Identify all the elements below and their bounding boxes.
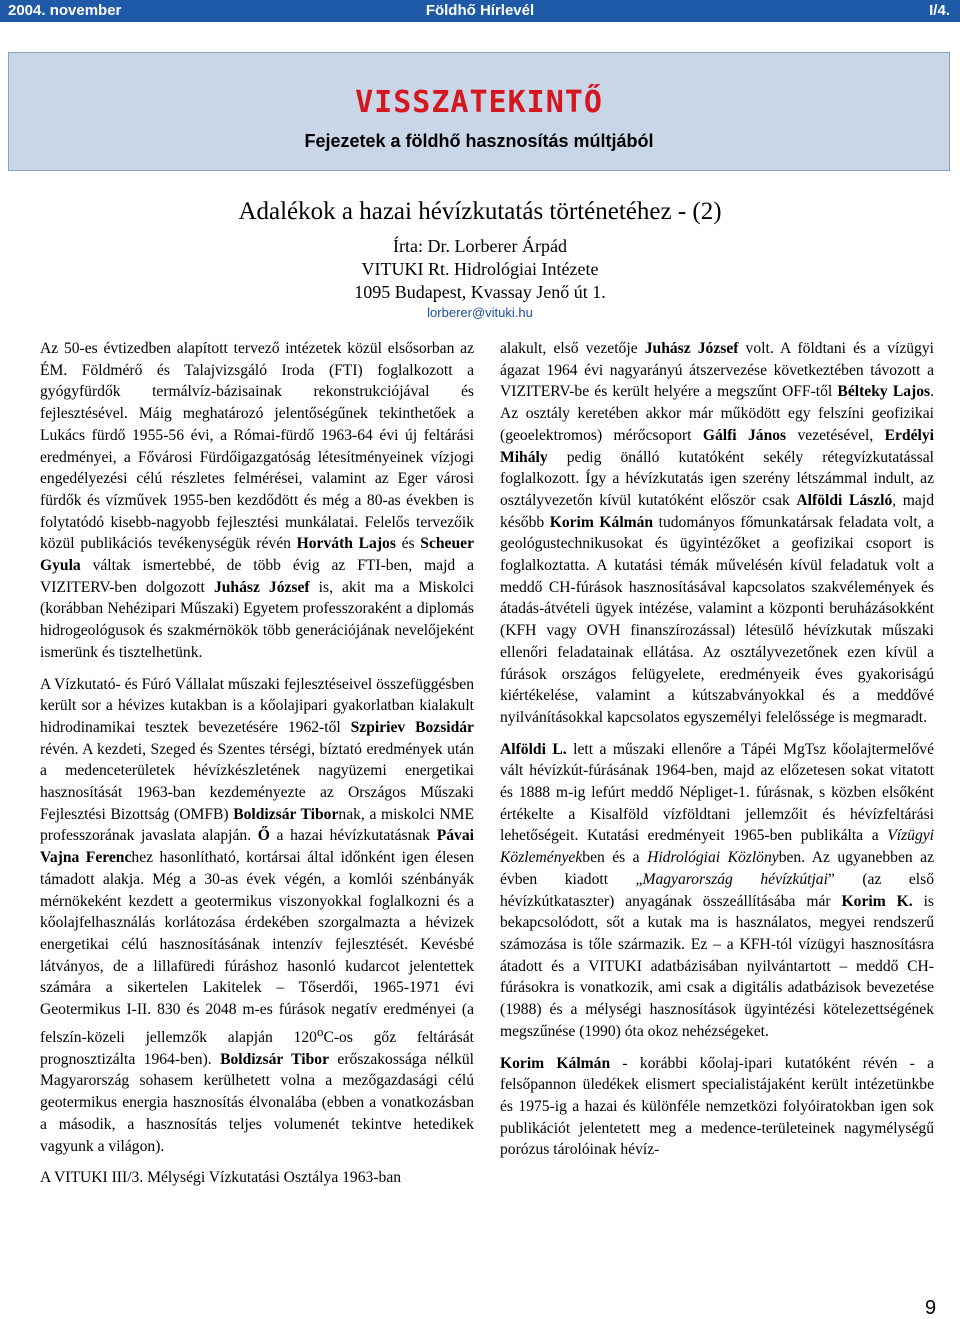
right-paragraph-2: Alföldi L. lett a műszaki ellenőre a Tápéi MgTsz kőolajtermelővé vált hévízkút-fúrásának 1964-ben, majd az előzetesen sokat vitatott és 1888 m-ig lefúrt meddő Népliget-1. fúrásnak, s közben elsőként értékelte a Kisalföld vízföldtani jellemzőit és hévízfeltárási lehetőségeit. Kutatási eredményeit 1965-ben publikálta a Vízügyi Közleményekben és a Hidrológiai Közlönyben. Az ugyanebben az évben kiadott „Magyarország hévízkútjai” (az első hévízkútkataszter) anyagának összeállításába már Korim K. is bekapcsolódott, sőt a kutak ma is használatos, megyei rendszerű számozása is tőle származik. Ez – a KFH-tól vízügyi hasznosításra átadott és a VITUKI adatbázisában nyilvántartott – meddő CH-fúrásokra is vonatkozik, ami csak a digitális adatbázisok bevezetése (1988) és a mélységi hasznosítások ügyintézési kötelezettségének megszűnése (1990) óta okoz nehézségeket.: [500, 740, 935, 1040]
person-name: Bélteky Lajos: [837, 383, 931, 401]
journal-title: Vízügyi Közlemények: [500, 827, 934, 867]
section-banner: [8, 52, 950, 171]
page-number: 9: [925, 1297, 937, 1319]
person-name: Korim Kálmán: [549, 513, 654, 531]
header-date: 2004. november: [8, 2, 122, 19]
left-column: [40, 338, 474, 1278]
person-name: Erdélyi Mihály: [500, 426, 934, 466]
person-name: Korim K.: [841, 892, 913, 910]
header-issue: I/4.: [929, 2, 950, 19]
person-name: Alföldi L.: [500, 740, 567, 758]
person-name: Juhász József: [213, 578, 310, 596]
left-paragraph-1: Az 50-es évtizedben alapított tervező intézetek közül elsősorban az ÉM. Földmérő és Talajvizsgáló Iroda (FTI) foglalkozott a gyógyfürdők termálvíz-bázisainak rekonstrukciójával és fejlesztésével. Máig meghatározó jelentőségűnek tekinthetőek a Lukács fürdő 1955-56 évi, a Római-fürdő 1963-64 évi új feltárási eredményei, a Fővárosi Fürdőigazgatóság létesítményeinek vízjogi engedélyezési célú részletes felmérései, valamint az Eger városi fürdők és vízművek 1955-ben kezdődött és még a 80-as években is folytatódó kisebb-nagyobb fejlesztési munkálatai. Felelős tervezőik közül publikációs tevékenységük révén Horváth Lajos és Scheuer Gyula váltak ismertebbé, de több évig az FTI-ben, majd a VIZITERV-ben dolgozott Juhász József is, akit ma a Miskolci (korábban Nehézipari Műszaki) Egyetem professzoraként a diplomás hidrogeológusok és szakmérnökök több generációjának nevelőjeként ismerünk és tisztelhetünk.: [40, 340, 474, 661]
left-paragraph-3: A VITUKI III/3. Mélységi Vízkutatási Osztálya 1963-ban: [40, 1169, 402, 1187]
right-column: [500, 338, 934, 1268]
person-name: Korim Kálmán: [500, 1054, 611, 1072]
article-author: Írta: Dr. Lorberer Árpád: [393, 236, 567, 256]
right-paragraph-1: alakult, első vezetője Juhász József volt. A földtani és a vízügyi ágazat 1964 évi nagyarányú átszervezése következtében távozott a VIZITERV-be és került helyére a megszűnt OFF-től Bélteky Lajos. Az osztály keretében akkor már működött egy felszíni geofizikai (geoelektromos) mérőcsoport Gálfi János vezetésével, Erdélyi Mihály pedig önálló kutatóként sekély rétegvízkutatással foglalkozott. Így a hévízkutatás igen szerény létszámmal indult, az osztályvezetőn kívül kutatóként először csak Alföldi László, majd később Korim Kálmán tudományos főmunkatársak feladata volt, a geológustechnikusokat és ügyintézőket a geofizikai csoport is foglalkoztatta. A kutatási témák művelésén kívül feladatuk volt a meddő CH-fúrások hasznosításával kapcsolatos szakvélemények és átadás-átvételi ügyek intézése, valamint a központi beruházásokként (KFH vagy OVH finanszírozással) létesülő hévízkutak műszaki ellenőri feladatainak ellátása. Az osztályvezetőnek ezen kívül a fúrások országos felügyelete, eredményeik éves gyakoriságú kiértékelése, valamint a kútszabványokkal és a meddővé nyilvánításokkal kapcsolatos egyszemélyi felelőssége is megmaradt.: [500, 340, 934, 726]
right-paragraph-3: Korim Kálmán - korábbi kőolaj-ipari kutatóként révén - a felsőpannon üledékek elismert specialistájaként került intézetünkbe és 1975-ig a hazai és különféle nemzetközi folyóiratokban igen sok publikációt jelentetett meg a medence-területeinek nagymélységű porózus tárolóinak hévíz-: [500, 1054, 934, 1159]
person-name: Horváth Lajos: [296, 535, 396, 553]
banner-title: VISSZATEKINTŐ: [355, 85, 603, 120]
person-name: Alföldi László: [796, 491, 893, 509]
left-paragraph-2: A Vízkutató- és Fúró Vállalat műszaki fejlesztéseivel összefüggésben került sor a hévizes kutakban is a kőolajipari gyakorlatban kialakult hidrodinamikai tesztek bevezetésére 1962-től Szpiriev Bozsidár révén. A kezdeti, Szeged és Szentes térségi, bíztató eredmények után a medenceterületek hévízkészletének nagyüzemi energetikai hasznosítását 1963-ban kezdeményezte az Országos Műszaki Fejlesztési Bizottság (OMFB) Boldizsár Tibornak, a miskolci NME professzorának javaslata alapján. Ő a hazai hévízkutatásnak Pávai Vajna Ferenchez hasonlítható, kortársai által időnként igen élesen támadott alakja. Még a 30-as évek végén, a komlói szénbányák mérnökeként kezdett a geotermikus viszonyokkal foglalkozni és a kőolajfelhasználás korlátozása érdekében szorgalmazta a hévizek energetikai célú hasznosításának intenzív fejlesztését. Kevésbé látványos, de a lillafüredi fúráshoz hasonló kudarcot jelentettek számára a sikertelen Lakitelek – Tőserdői, 1965-1971 évi Geotermikus I-II. 830 és 2048 m-es fúrások negatív eredményei (a felszín-közeli jellemzők alapján 120$^o$C-os gőz feltárását prognosztizálta 1964-ben). Boldizsár Tibor erőszakossága nélkül Magyarország sohasem kerülhetett volna a mezőgazdasági célú geotermikus energia hasznosítás élvonalába (ebben a vonatkozásban a második, a hasznosítás teljes volumenét tekintve hetedikek vagyunk a világon).: [40, 675, 475, 1155]
person-name: Gálfi János: [702, 426, 787, 444]
article-address: 1095 Budapest, Kvassay Jenő út 1.: [354, 282, 606, 302]
header-newsletter-name: Földhő Hírlevél: [425, 2, 535, 19]
person-name: Pávai Vajna Ferenc: [40, 827, 474, 867]
person-name: Boldizsár Tibor: [233, 805, 339, 823]
banner-subtitle: Fejezetek a földhő hasznosítás múltjából: [304, 131, 654, 151]
author-email-link[interactable]: lorberer@vituki.hu: [427, 305, 533, 320]
journal-title: Hidrológiai Közlöny: [647, 849, 779, 867]
person-name: Szpiriev Bozsidár: [350, 718, 474, 736]
person-name: Juhász József: [644, 340, 739, 357]
person-name: Boldizsár Tibor: [220, 1050, 330, 1068]
article-organization: VITUKI Rt. Hidrológiai Intézete: [361, 259, 599, 279]
person-name: Scheuer Gyula: [40, 535, 474, 575]
degree-superscript: o: [316, 1023, 324, 1039]
newsletter-header-bar: [0, 0, 960, 22]
article-title: Adalékok a hazai hévízkutatás történetéhez - (2): [238, 198, 722, 225]
person-name: Ő: [257, 827, 270, 845]
publication-title: Magyarország hévízkútjai: [642, 870, 828, 888]
